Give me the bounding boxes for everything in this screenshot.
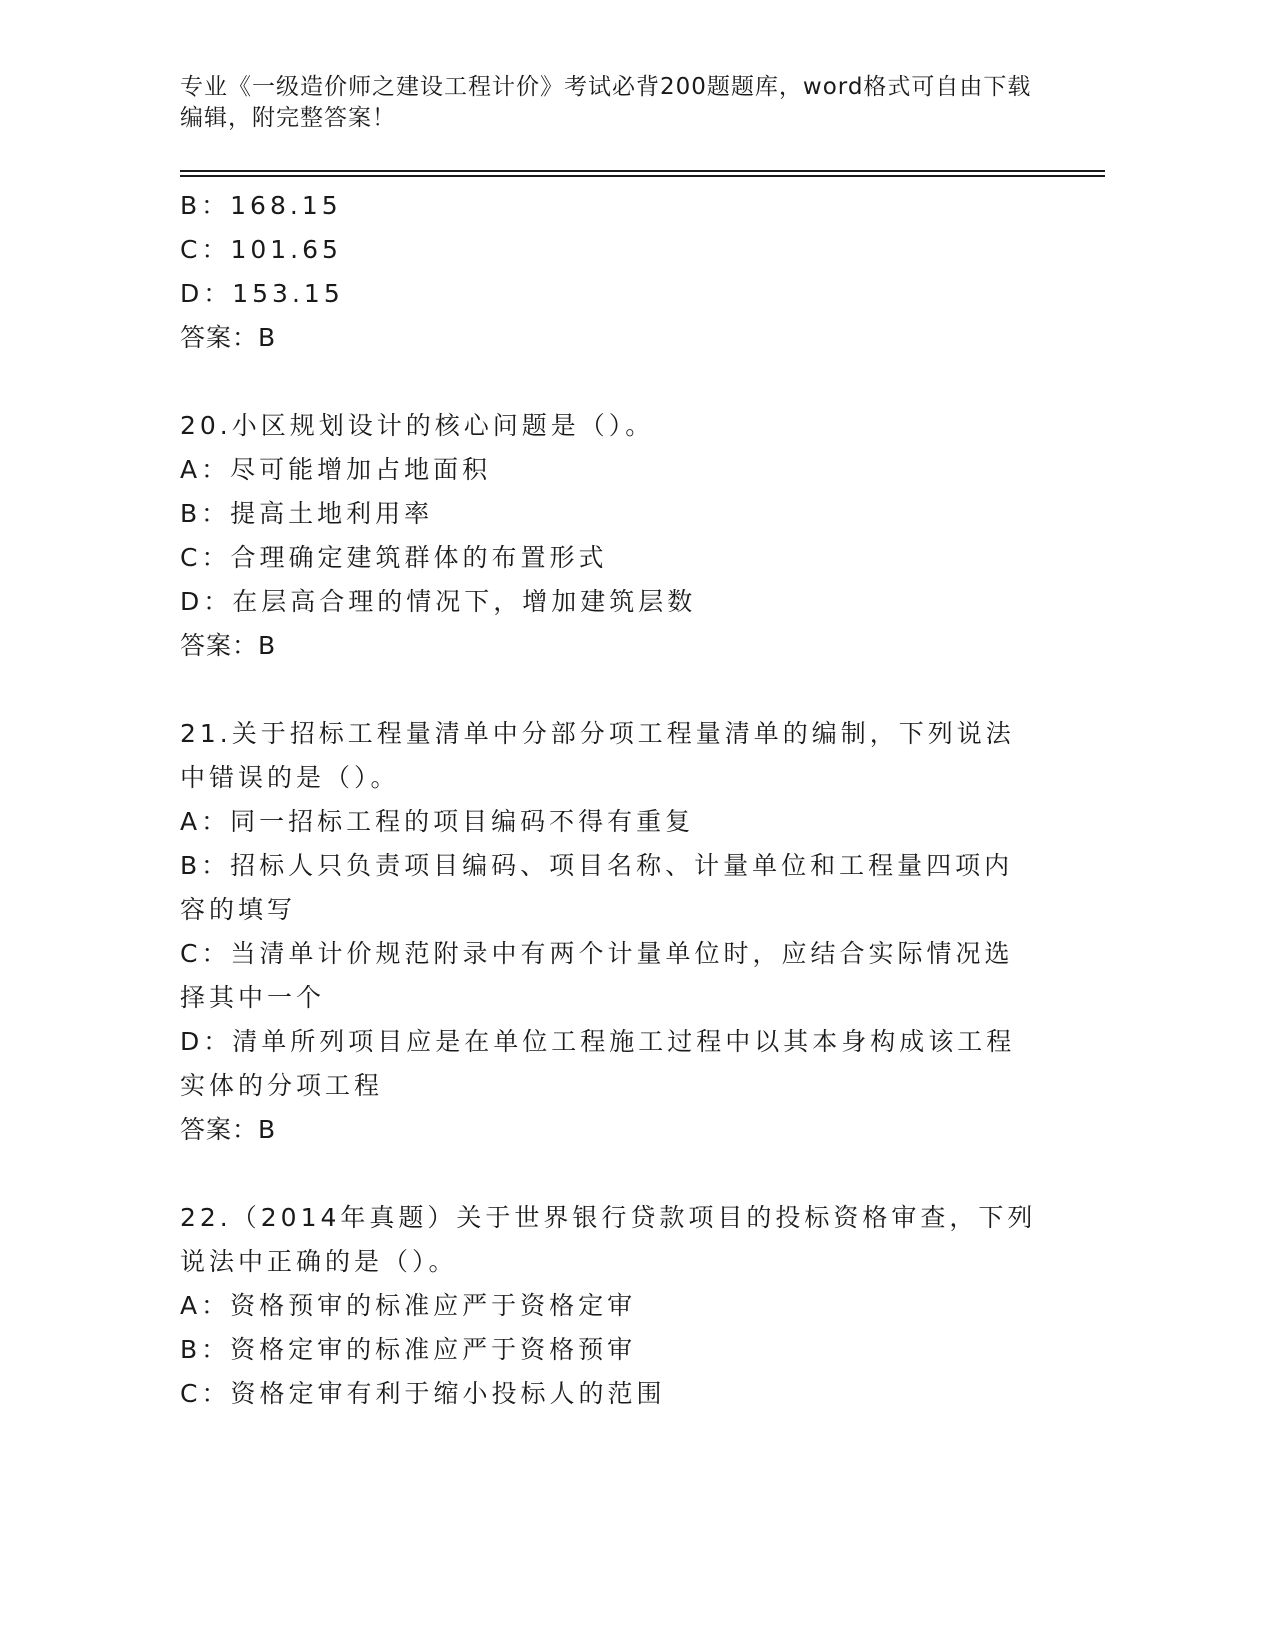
document-header — [180, 72, 1040, 134]
header-divider-top — [180, 170, 1105, 172]
option-b: B：招标人只负责项目编码、项目名称、计量单位和工程量四项内容的填写 — [180, 851, 1014, 924]
option-d: D：清单所列项目应是在单位工程施工过程中以其本身构成该工程实体的分项工程 — [180, 1027, 1016, 1100]
option-b: B：资格定审的标准应严于资格预审 — [180, 1335, 637, 1364]
option-c: C：合理确定建筑群体的布置形式 — [180, 543, 608, 572]
header-title: 专业《一级造价师之建设工程计价》考试必背200题题库，word格式可自由下载编辑，附完整答案！ — [180, 74, 1032, 131]
option-c: C：101.65 — [180, 235, 342, 264]
question-stem: 22.（2014年真题）关于世界银行贷款项目的投标资格审查，下列说法中正确的是（）。 — [180, 1203, 1037, 1276]
answer: 答案：B — [180, 631, 277, 660]
answer: 答案：B — [180, 323, 277, 352]
option-d: D：153.15 — [180, 279, 344, 308]
option-d: D：在层高合理的情况下，增加建筑层数 — [180, 587, 697, 616]
question-stem: 21.关于招标工程量清单中分部分项工程量清单的编制，下列说法中错误的是（）。 — [180, 719, 1015, 792]
option-a: A：尽可能增加占地面积 — [180, 455, 492, 484]
question-22 — [180, 1196, 1040, 1416]
question-stem: 20.小区规划设计的核心问题是（）。 — [180, 411, 655, 440]
answer: 答案：B — [180, 1115, 277, 1144]
option-c: C：资格定审有利于缩小投标人的范围 — [180, 1379, 666, 1408]
question-list — [180, 184, 1040, 1460]
option-a: A：资格预审的标准应严于资格定审 — [180, 1291, 637, 1320]
question-19-continued — [180, 184, 1040, 360]
option-c: C：当清单计价规范附录中有两个计量单位时，应结合实际情况选择其中一个 — [180, 939, 1014, 1012]
question-20 — [180, 404, 1040, 668]
header-divider-bottom — [180, 175, 1105, 177]
option-b: B：168.15 — [180, 191, 342, 220]
option-b: B：提高土地利用率 — [180, 499, 434, 528]
option-a: A：同一招标工程的项目编码不得有重复 — [180, 807, 695, 836]
question-21 — [180, 712, 1040, 1152]
